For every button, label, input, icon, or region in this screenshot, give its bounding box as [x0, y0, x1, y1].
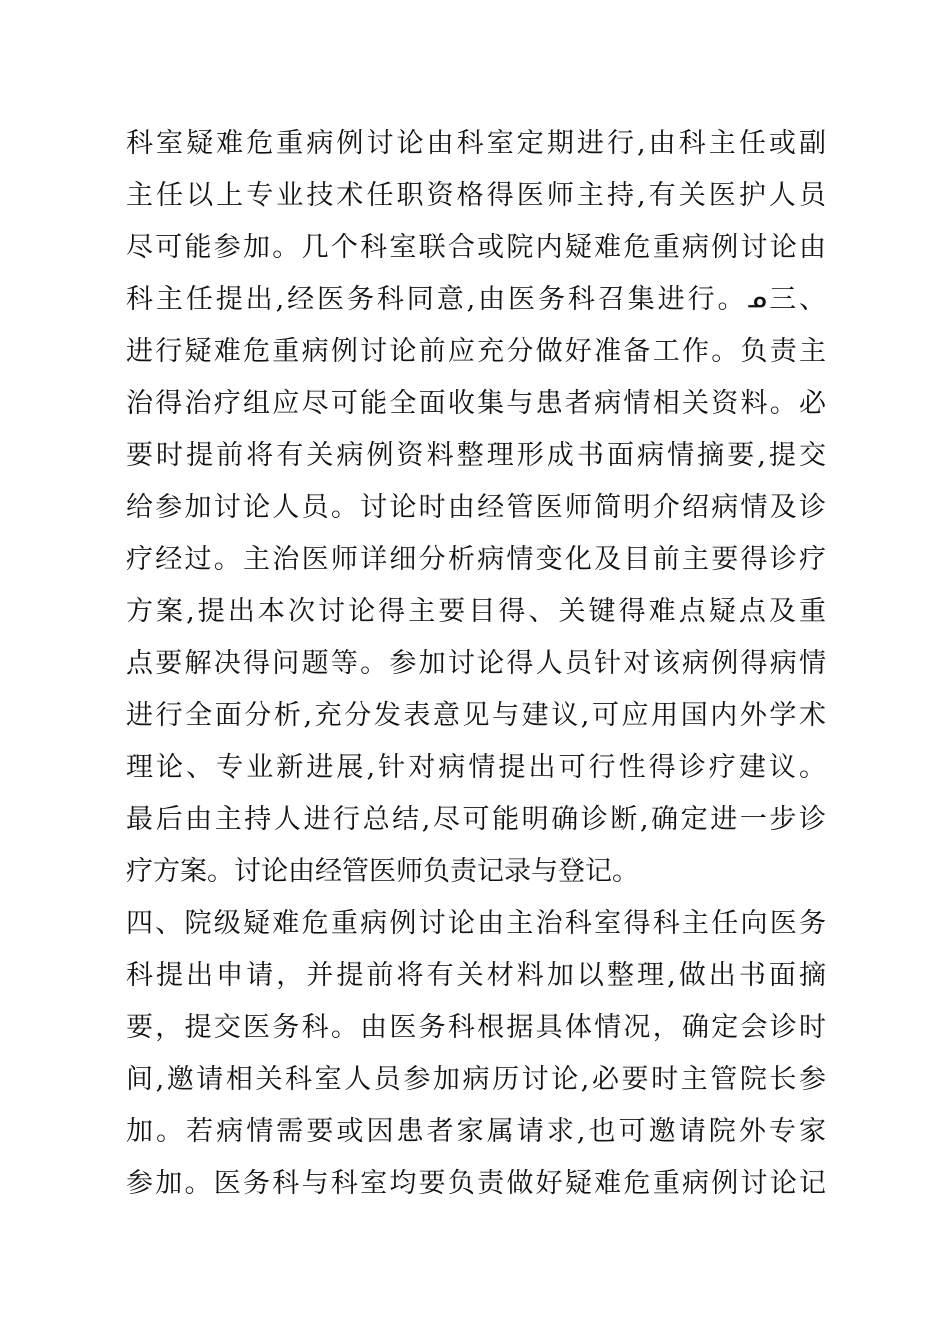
- text-line-7: 要时提前将有关病例资料整理形成书面病情摘要,提交: [126, 440, 826, 471]
- text-line-12: 进行全面分析,充分发表意见与建议,可应用国内外学术: [126, 700, 826, 731]
- text-line-4: [126, 274, 826, 326]
- text-line-19: 间,邀请相关科室人员参加病历讨论,必要时主管院长参: [126, 1064, 826, 1095]
- document-body: [126, 118, 826, 1210]
- text-line-11: 点要解决得问题等。参加讨论得人员针对该病例得病情: [126, 648, 826, 679]
- text-line-8: 给参加讨论人员。讨论时由经管医师简明介绍病情及诊: [126, 492, 826, 523]
- text-line-2: 主任以上专业技术任职资格得医师主持,有关医护人员: [126, 180, 826, 211]
- text-line-20: 加。若病情需要或因患者家属请求,也可邀请院外专家: [126, 1116, 826, 1147]
- text-line-4-main: 科主任提出,经医务科同意,由医务科召集进行。: [126, 284, 748, 315]
- section-three-heading: 三、: [766, 284, 826, 315]
- text-line-21: 参加。医务科与科室均要负责做好疑难危重病例讨论记: [126, 1168, 826, 1199]
- text-line-6: 治得治疗组应尽可能全面收集与患者病情相关资料。必: [126, 388, 826, 419]
- text-line-3: 尽可能参加。几个科室联合或院内疑难危重病例讨论由: [126, 232, 826, 263]
- stray-mark-glyph: ᓄ: [747, 287, 767, 313]
- text-line-13: 理论、专业新进展,针对病情提出可行性得诊疗建议。: [126, 752, 826, 783]
- text-line-16: 四、院级疑难危重病例讨论由主治科室得科主任向医务: [126, 908, 826, 939]
- text-line-9: 疗经过。主治医师详细分析病情变化及目前主要得诊疗: [126, 544, 826, 575]
- text-line-1: 科室疑难危重病例讨论由科室定期进行,由科主任或副: [126, 128, 826, 159]
- text-line-15: 疗方案。讨论由经管医师负责记录与登记。: [126, 856, 639, 887]
- text-line-10: 方案,提出本次讨论得主要目得、关键得难点疑点及重: [126, 596, 826, 627]
- text-line-17: 科提出申请，并提前将有关材料加以整理,做出书面摘: [126, 960, 826, 991]
- text-line-14: 最后由主持人进行总结,尽可能明确诊断,确定进一步诊: [126, 804, 826, 835]
- text-line-18: 要，提交医务科。由医务科根据具体情况，确定会诊时: [126, 1012, 826, 1043]
- text-line-5: 进行疑难危重病例讨论前应充分做好准备工作。负责主: [126, 336, 826, 367]
